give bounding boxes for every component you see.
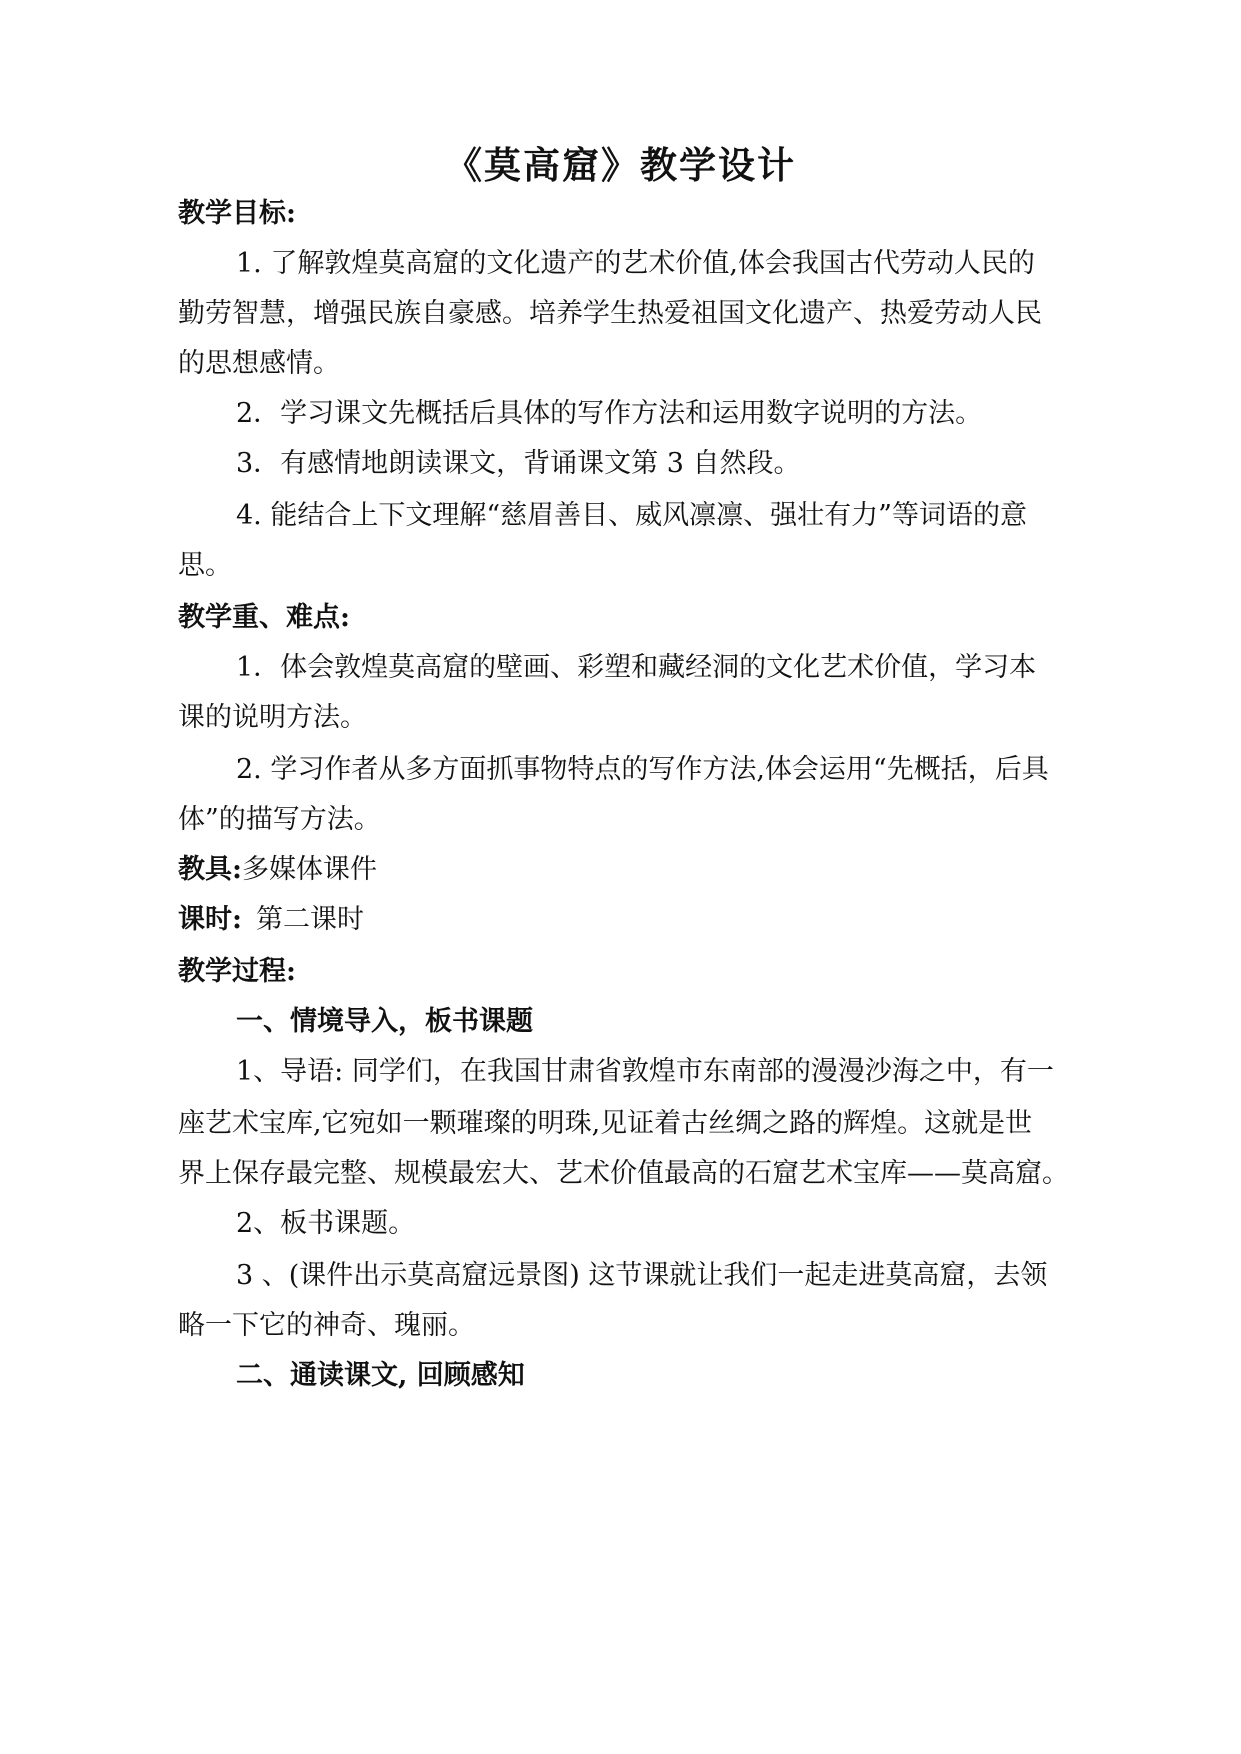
section-1-title: 一、情境导入，板书课题 [236,1006,533,1037]
section-1-item-3-line-1: 3 、(课件出示莫高窟远景图) 这节课就让我们一起走进莫高窟，去领 [236,1260,1048,1291]
period-label: 课时: [178,904,242,935]
goal-2-line-1: 2．学习课文先概括后具体的写作方法和运用数字说明的方法。 [236,398,983,429]
tools-value: 多媒体课件 [241,854,377,885]
key-point-2-line-1: 2. 学习作者从多方面抓事物特点的写作方法,体会运用“先概括，后具 [236,754,1049,785]
process-heading: 教学过程: [178,956,296,987]
key-point-2-line-2: 体”的描写方法。 [178,804,381,835]
goals-heading: 教学目标: [178,198,296,229]
tools-label: 教具: [178,854,242,885]
goal-1-line-1: 1. 了解敦煌莫高窟的文化遗产的艺术价值,体会我国古代劳动人民的 [236,248,1035,279]
period-value: 第二课时 [255,904,364,935]
goal-3-line-1: 3．有感情地朗读课文，背诵课文第 3 自然段。 [236,448,801,479]
section-1-item-2-line-1: 2、板书课题。 [236,1208,416,1239]
section-1-item-1-line-2: 座艺术宝库,它宛如一颗璀璨的明珠,见证着古丝绸之路的辉煌。这就是世 [178,1108,1033,1139]
section-2-title: 二、通读课文, 回顾感知 [236,1360,525,1391]
key-point-1-line-2: 课的说明方法。 [178,702,367,733]
section-1-item-3-line-2: 略一下它的神奇、瑰丽。 [178,1310,475,1341]
section-1-item-1-line-3: 界上保存最完整、规模最宏大、艺术价值最高的石窟艺术宝库——莫高窟。 [178,1158,1069,1189]
goal-4-line-1: 4. 能结合上下文理解“慈眉善目、威风凛凛、强壮有力”等词语的意 [236,500,1027,531]
goal-1-line-3: 的思想感情。 [178,348,340,379]
goal-1-line-2: 勤劳智慧，增强民族自豪感。培养学生热爱祖国文化遗产、热爱劳动人民 [178,298,1042,329]
goal-4-line-2: 思。 [178,550,232,581]
tools-row [178,852,377,888]
document-title: 《莫高窟》教学设计 [445,143,796,187]
section-1-item-1-line-1: 1、导语: 同学们，在我国甘肃省敦煌市东南部的漫漫沙海之中，有一 [236,1056,1054,1087]
period-row [178,902,364,938]
key-point-1-line-1: 1．体会敦煌莫高窟的壁画、彩塑和藏经洞的文化艺术价值，学习本 [236,652,1037,683]
key-points-heading: 教学重、难点: [178,602,350,633]
